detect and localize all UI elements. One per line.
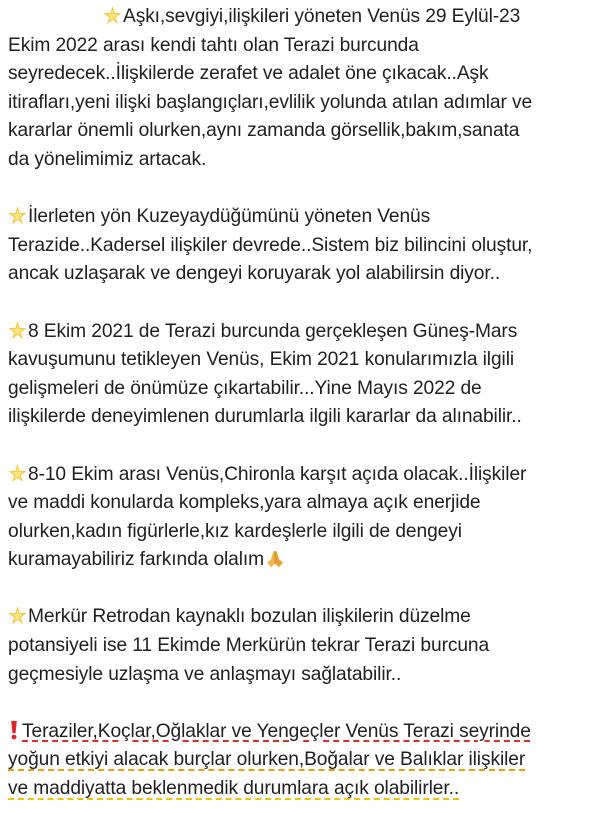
highlight-line-2: yoğun etkiyi alacak burçlar olurken,Boğalar ve Balıklar ilişkiler [8, 749, 526, 771]
paragraph-chiron [8, 461, 611, 575]
folded-hands-icon [265, 549, 285, 568]
sparkle-icon [8, 464, 27, 483]
paragraph-north-node [8, 203, 611, 289]
exclamation-icon [8, 720, 20, 740]
paragraph-text: Merkür Retrodan kaynaklı bozulan ilişkilerin düzelme potansiyeli ise 11 Ekimde Merkürün tekrar Terazi burcuna geçmesiyle uzlaşma ve anlaşmayı sağlatabilir.. [8, 606, 490, 685]
sparkle-icon [8, 606, 27, 625]
paragraph-text: 8-10 Ekim arası Venüs,Chironla karşıt açıda olacak..İlişkiler ve maddi konularda kompleks,yara almaya açık enerjide olurken,kadın figürlerle,kız kardeşlerle ilgili de dengeyi kuramayabiliriz farkında olalım [8, 463, 527, 571]
paragraph-sun-mars [8, 318, 611, 432]
paragraph-highlight [8, 718, 611, 804]
paragraph-venus-libra [8, 3, 611, 175]
highlight-line-3: ve maddiyatta beklenmedik durumlara açık olabilirler.. [8, 778, 460, 800]
sparkle-icon [8, 206, 27, 225]
paragraph-mercury [8, 603, 611, 689]
paragraph-text: İlerleten yön Kuzeyaydüğümünü yöneten Venüs Terazide..Kadersel ilişkiler devrede..Sistem biz bilincini oluştur, ancak uzlaşarak ve dengeyi koruyarak yol alabilirsin diyor.. [8, 206, 533, 285]
sparkle-icon [8, 321, 27, 340]
paragraph-text: 8 Ekim 2021 de Terazi burcunda gerçekleşen Güneş-Mars kavuşumunu tetikleyen Venüs, Ekim 2021 konularımızla ilgili gelişmeleri de önümüze çıkartabilir...Yine Mayıs 2022 de ilişkilerde deneyimlenen durumlarla ilgili kararlar da alınabilir.. [8, 320, 522, 428]
paragraph-text: Aşkı,sevgiyi,ilişkileri yöneten Venüs 29 Eylül-23 Ekim 2022 arası kendi tahtı olan Terazi burcunda seyredecek..İlişkilerde zerafet ve adalet öne çıkacak..Aşk itirafları,yeni ilişki başlangıçları,evlilik yolunda atılan adımlar ve kararlar önemli olurken,aynı zamanda görsellik,bakım,sanata da yönelimimiz artacak. [8, 6, 533, 170]
sparkle-icon [103, 6, 122, 25]
highlight-line-1: Teraziler,Koçlar,Oğlaklar ve Yengeçler Venüs Terazi seyrinde [22, 720, 531, 742]
